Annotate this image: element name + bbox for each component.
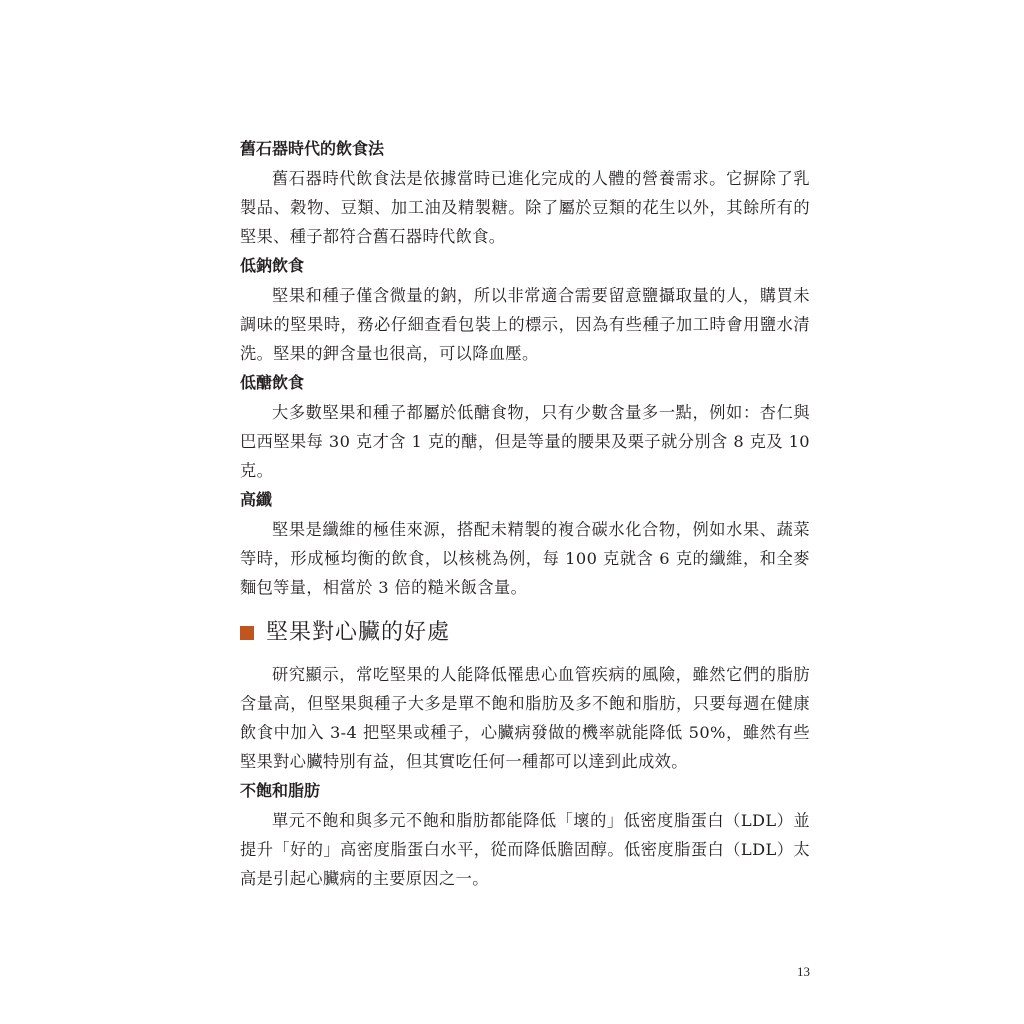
section-title (240, 618, 450, 648)
heading-high-fiber: 高纖 (240, 490, 273, 509)
page-number: 13 (797, 964, 810, 979)
paragraph-paleo-diet: 舊石器時代飲食法是依據當時已進化完成的人體的營養需求。它摒除了乳製品、穀物、豆類、加工油及精製糖。除了屬於豆類的花生以外，其餘所有的堅果、種子都符合舊石器時代飲食。 (240, 169, 810, 246)
section-title-text: 堅果對心臟的好處 (266, 620, 451, 645)
heading-low-sodium: 低鈉飲食 (240, 256, 305, 275)
page-content-top (240, 138, 810, 606)
paragraph-low-sodium: 堅果和種子僅含微量的鈉，所以非常適合需要留意鹽攝取量的人，購買未調味的堅果時，務必仔細查看包裝上的標示，因為有些種子加工時會用鹽水清洗。堅果的鉀含量也很高，可以降血壓。 (240, 286, 810, 363)
paragraph-high-fiber: 堅果是纖維的極佳來源，搭配未精製的複合碳水化合物，例如水果、蔬菜等時，形成極均衡的飲食，以核桃為例，每 100 克就含 6 克的纖維，和全麥麵包等量，相當於 3 倍的糙米飯含量。 (240, 520, 810, 597)
page-content-bottom (240, 660, 810, 897)
paragraph-low-sugar: 大多數堅果和種子都屬於低醣食物，只有少數含量多一點，例如：杏仁與巴西堅果每 30 克才含 1 克的醣，但是等量的腰果及栗子就分別含 8 克及 10 克。 (240, 403, 810, 480)
heading-unsaturated-fat: 不飽和脂肪 (240, 781, 321, 800)
paragraph-heart-intro: 研究顯示，常吃堅果的人能降低罹患心血管疾病的風險，雖然它們的脂肪含量高，但堅果與種子大多是單不飽和脂肪及多不飽和脂肪，只要每週在健康飲食中加入 3-4 把堅果或種子，心臟病發做的機率就能降低 50%，雖然有些堅果對心臟特別有益，但其實吃任何一種都可以達到此成效。 (240, 665, 810, 771)
heading-low-sugar: 低醣飲食 (240, 373, 305, 392)
square-bullet-icon (240, 626, 254, 640)
paragraph-unsaturated-fat: 單元不飽和與多元不飽和脂肪都能降低「壞的」低密度脂蛋白（LDL）並提升「好的」高密度脂蛋白水平，從而降低膽固醇。低密度脂蛋白（LDL）太高是引起心臟病的主要原因之一。 (240, 811, 810, 888)
heading-paleo-diet: 舊石器時代的飲食法 (240, 139, 385, 158)
